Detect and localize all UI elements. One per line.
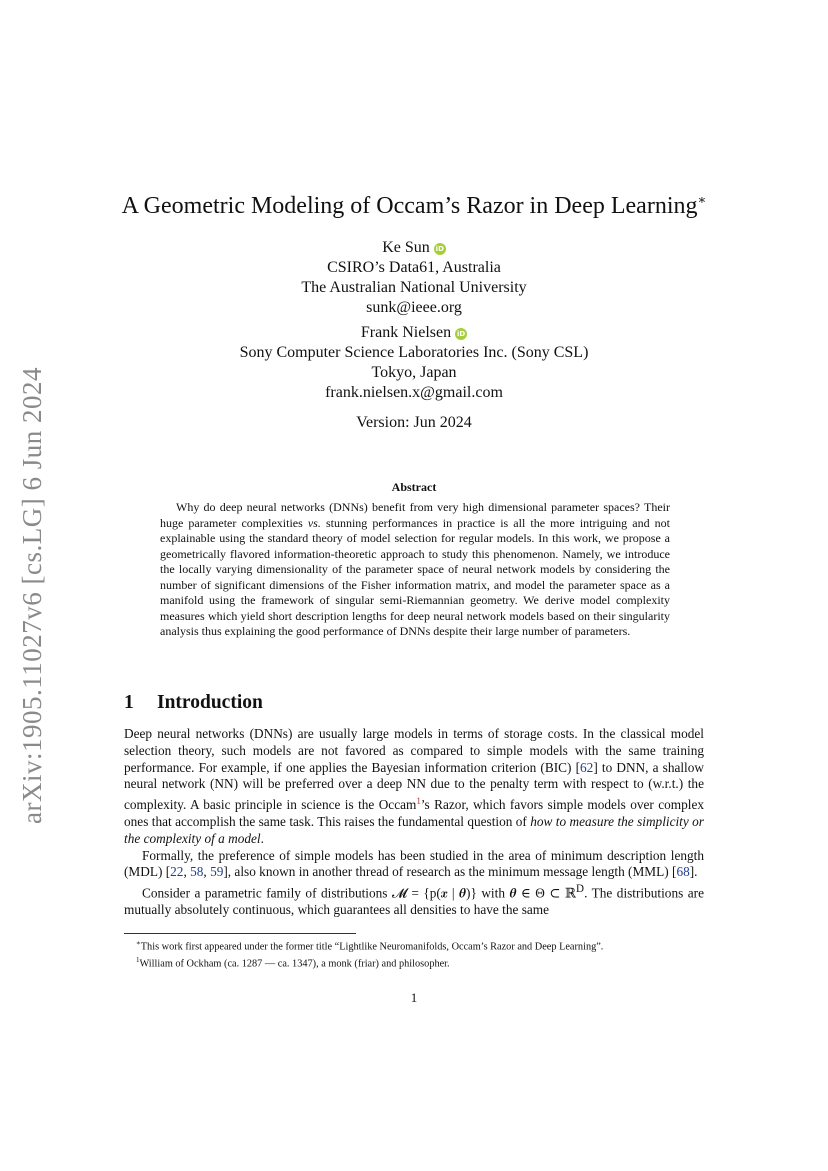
citation-link[interactable]: 62 <box>580 759 594 775</box>
affiliation: The Australian National University <box>301 279 527 296</box>
citation-link[interactable]: 68 <box>676 864 690 880</box>
author-name: Frank Nielsen <box>360 324 452 341</box>
section-number: 1 <box>124 692 134 713</box>
author-email: sunk@ieee.org <box>366 299 462 316</box>
footnote-rule <box>124 933 356 934</box>
affiliation: Sony Computer Science Laboratories Inc. (Sony CSL) <box>239 344 589 361</box>
author-block-1 <box>120 238 708 318</box>
citation-link[interactable]: 59 <box>210 864 224 880</box>
affiliation: CSIRO’s Data61, Australia <box>327 259 501 276</box>
orcid-icon[interactable]: iD <box>435 245 444 253</box>
title-footnote-mark: ∗ <box>697 192 707 207</box>
author-block-2 <box>120 323 708 403</box>
footnotes <box>124 937 724 971</box>
page-number: 1 <box>410 990 418 1005</box>
citation-link[interactable]: 22 <box>170 864 184 880</box>
math-inline: 𝓜 = {p(𝒙 | 𝜽)} <box>391 885 477 901</box>
abstract-text: Why do deep neural networks (DNNs) benefit from very high dimensional parameter spaces? Their huge parameter complexities vs. stunning performances in practice is all the more intriguing and not explainable using the standard theory of model selection for regular models. In this work, we propose a geometrically flavored information-theoretic approach to study this phenomenon. Namely, we introduce the locally varying dimensionality of the parameter space of neural network models by considering the number of significant dimensions of the Fisher information matrix, and model the parameter space as a manifold using the framework of singular semi-Riemannian geometry. We derive model complexity measures which yield short description lengths for deep neural network models based on their singularity analysis thus explaining the good performance of DNNs despite their large number of parameters. <box>160 500 670 638</box>
footnote-link[interactable]: 1 <box>416 796 421 807</box>
affiliation: Tokyo, Japan <box>371 364 457 381</box>
section-title: Introduction <box>157 692 263 713</box>
abstract-heading: Abstract <box>391 480 437 494</box>
paper-title <box>60 192 768 220</box>
paragraph: Deep neural networks (DNNs) are usually large models in terms of storage costs. In the classical model selection theory, such models are not favored as compared to simple models with the same training performance. For example, if one applies the Bayesian information criterion (BIC) [62] to DNN, a shallow neural network (NN) will be preferred over a deep NN due to the penalty term with respect to (w.r.t.) the complexity. A basic principle in science is the Occam$^1$’s Razor, which favors simple models over complex ones that accomplish the same task. This raises the fundamental question of how to measure the simplicity or the complexity of a model. <box>124 726 705 846</box>
section-heading <box>124 692 263 714</box>
math-inline: 𝜽 ∈ Θ ⊂ ℝ <box>509 885 577 901</box>
version-line: Version: Jun 2024 <box>356 414 472 431</box>
title-text: A Geometric Modeling of Occam’s Razor in Deep Learning <box>121 193 698 219</box>
citation-link[interactable]: 58 <box>190 864 204 880</box>
author-name: Ke Sun <box>382 239 430 256</box>
arxiv-identifier: arXiv:1905.11027v6 [cs.LG] 6 Jun 2024 <box>17 367 47 824</box>
footnote: $^1$William of Ockham (ca. 1287 — ca. 1347), a monk (friar) and philosopher. <box>136 955 450 970</box>
paragraph: Formally, the preference of simple models has been studied in the area of minimum description length (MDL) [22, 58, 59], also known in another thread of research as the minimum message length (MML) [68]. <box>124 847 704 880</box>
body-text <box>124 726 704 919</box>
orcid-icon[interactable]: iD <box>456 330 466 338</box>
paragraph: Consider a parametric family of distributions 𝓜 = {p(𝒙 | 𝜽)} with 𝜽 ∈ Θ ⊂ ℝ$^D$. The distributions are mutually absolutely continuous, which guarantees all densities to have the same <box>124 883 705 918</box>
author-email: frank.nielsen.x@gmail.com <box>325 384 503 401</box>
footnote: ∗This work first appeared under the former title “Lightlike Neuromanifolds, Occam’s Razor and Deep Learning”. <box>136 939 604 953</box>
